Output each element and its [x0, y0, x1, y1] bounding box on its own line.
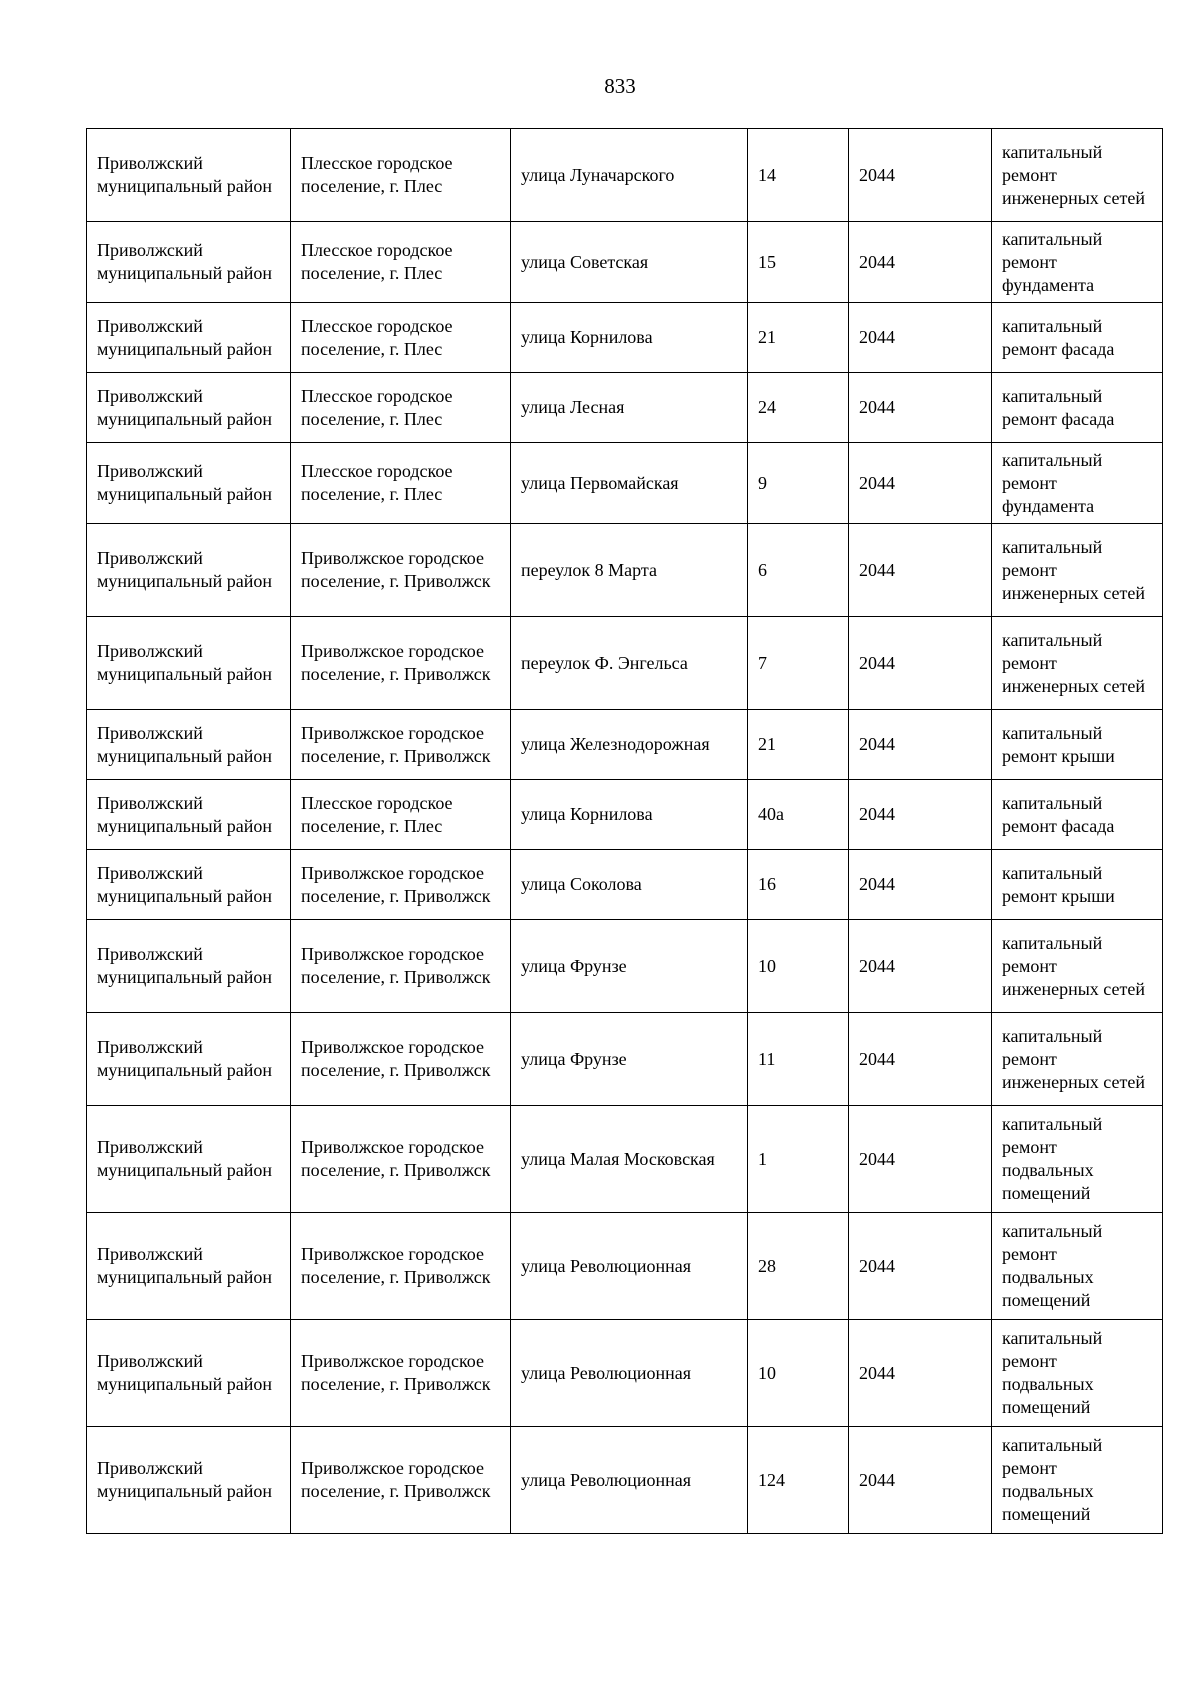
work-type-cell: капитальный ремонт инженерных сетей	[992, 129, 1163, 222]
year-cell: 2044	[849, 780, 992, 850]
table-row	[87, 524, 1163, 617]
settlement-cell: Приволжское городское поселение, г. Приволжск	[291, 617, 511, 710]
house-number-cell: 7	[748, 617, 849, 710]
district-cell: Приволжский муниципальный район	[87, 524, 291, 617]
work-type-cell: капитальный ремонт инженерных сетей	[992, 1013, 1163, 1106]
street-cell: улица Малая Московская	[511, 1106, 748, 1213]
table-row	[87, 920, 1163, 1013]
table-body	[87, 129, 1163, 1534]
district-cell: Приволжский муниципальный район	[87, 129, 291, 222]
street-cell: улица Советская	[511, 222, 748, 303]
street-cell: улица Луначарского	[511, 129, 748, 222]
table-row	[87, 129, 1163, 222]
work-type-cell: капитальный ремонт фасада	[992, 303, 1163, 373]
year-cell: 2044	[849, 373, 992, 443]
house-number-cell: 6	[748, 524, 849, 617]
work-type-cell: капитальный ремонт подвальных помещений	[992, 1320, 1163, 1427]
house-number-cell: 124	[748, 1427, 849, 1534]
street-cell: улица Фрунзе	[511, 1013, 748, 1106]
year-cell: 2044	[849, 303, 992, 373]
year-cell: 2044	[849, 129, 992, 222]
settlement-cell: Приволжское городское поселение, г. Приволжск	[291, 1213, 511, 1320]
work-type-cell: капитальный ремонт подвальных помещений	[992, 1106, 1163, 1213]
table-row	[87, 1320, 1163, 1427]
house-number-cell: 11	[748, 1013, 849, 1106]
year-cell: 2044	[849, 222, 992, 303]
house-number-cell: 14	[748, 129, 849, 222]
settlement-cell: Приволжское городское поселение, г. Приволжск	[291, 710, 511, 780]
table-row	[87, 443, 1163, 524]
street-cell: улица Корнилова	[511, 780, 748, 850]
work-type-cell: капитальный ремонт подвальных помещений	[992, 1427, 1163, 1534]
street-cell: улица Железнодорожная	[511, 710, 748, 780]
work-type-cell: капитальный ремонт подвальных помещений	[992, 1213, 1163, 1320]
district-cell: Приволжский муниципальный район	[87, 373, 291, 443]
house-number-cell: 28	[748, 1213, 849, 1320]
settlement-cell: Приволжское городское поселение, г. Приволжск	[291, 1013, 511, 1106]
year-cell: 2044	[849, 1013, 992, 1106]
street-cell: переулок 8 Марта	[511, 524, 748, 617]
district-cell: Приволжский муниципальный район	[87, 920, 291, 1013]
work-type-cell: капитальный ремонт инженерных сетей	[992, 617, 1163, 710]
district-cell: Приволжский муниципальный район	[87, 1320, 291, 1427]
street-cell: улица Соколова	[511, 850, 748, 920]
table-row	[87, 373, 1163, 443]
year-cell: 2044	[849, 1427, 992, 1534]
district-cell: Приволжский муниципальный район	[87, 850, 291, 920]
settlement-cell: Приволжское городское поселение, г. Приволжск	[291, 524, 511, 617]
work-type-cell: капитальный ремонт инженерных сетей	[992, 524, 1163, 617]
table-row	[87, 222, 1163, 303]
table-row	[87, 780, 1163, 850]
table-row	[87, 303, 1163, 373]
year-cell: 2044	[849, 1106, 992, 1213]
house-number-cell: 40а	[748, 780, 849, 850]
table-row	[87, 710, 1163, 780]
year-cell: 2044	[849, 1320, 992, 1427]
street-cell: улица Революционная	[511, 1213, 748, 1320]
table-row	[87, 850, 1163, 920]
street-cell: улица Фрунзе	[511, 920, 748, 1013]
street-cell: улица Революционная	[511, 1320, 748, 1427]
house-number-cell: 24	[748, 373, 849, 443]
work-type-cell: капитальный ремонт фасада	[992, 780, 1163, 850]
settlement-cell: Плесское городское поселение, г. Плес	[291, 129, 511, 222]
page-number: 833	[604, 74, 636, 98]
district-cell: Приволжский муниципальный район	[87, 1427, 291, 1534]
repair-schedule-table	[86, 128, 1163, 1534]
street-cell: улица Революционная	[511, 1427, 748, 1534]
street-cell: переулок Ф. Энгельса	[511, 617, 748, 710]
settlement-cell: Плесское городское поселение, г. Плес	[291, 373, 511, 443]
work-type-cell: капитальный ремонт инженерных сетей	[992, 920, 1163, 1013]
street-cell: улица Корнилова	[511, 303, 748, 373]
year-cell: 2044	[849, 617, 992, 710]
house-number-cell: 16	[748, 850, 849, 920]
work-type-cell: капитальный ремонт крыши	[992, 850, 1163, 920]
settlement-cell: Плесское городское поселение, г. Плес	[291, 303, 511, 373]
year-cell: 2044	[849, 524, 992, 617]
settlement-cell: Плесское городское поселение, г. Плес	[291, 222, 511, 303]
year-cell: 2044	[849, 850, 992, 920]
district-cell: Приволжский муниципальный район	[87, 303, 291, 373]
table-row	[87, 1213, 1163, 1320]
settlement-cell: Приволжское городское поселение, г. Приволжск	[291, 1427, 511, 1534]
street-cell: улица Первомайская	[511, 443, 748, 524]
district-cell: Приволжский муниципальный район	[87, 1213, 291, 1320]
work-type-cell: капитальный ремонт фундамента	[992, 222, 1163, 303]
year-cell: 2044	[849, 1213, 992, 1320]
year-cell: 2044	[849, 920, 992, 1013]
district-cell: Приволжский муниципальный район	[87, 443, 291, 524]
street-cell: улица Лесная	[511, 373, 748, 443]
settlement-cell: Приволжское городское поселение, г. Приволжск	[291, 1320, 511, 1427]
house-number-cell: 21	[748, 303, 849, 373]
house-number-cell: 10	[748, 920, 849, 1013]
table-row	[87, 1106, 1163, 1213]
settlement-cell: Плесское городское поселение, г. Плес	[291, 780, 511, 850]
district-cell: Приволжский муниципальный район	[87, 780, 291, 850]
house-number-cell: 9	[748, 443, 849, 524]
table-row	[87, 617, 1163, 710]
district-cell: Приволжский муниципальный район	[87, 710, 291, 780]
table-row	[87, 1013, 1163, 1106]
work-type-cell: капитальный ремонт фасада	[992, 373, 1163, 443]
settlement-cell: Приволжское городское поселение, г. Приволжск	[291, 1106, 511, 1213]
district-cell: Приволжский муниципальный район	[87, 1013, 291, 1106]
house-number-cell: 10	[748, 1320, 849, 1427]
district-cell: Приволжский муниципальный район	[87, 222, 291, 303]
work-type-cell: капитальный ремонт крыши	[992, 710, 1163, 780]
district-cell: Приволжский муниципальный район	[87, 1106, 291, 1213]
house-number-cell: 21	[748, 710, 849, 780]
settlement-cell: Приволжское городское поселение, г. Приволжск	[291, 850, 511, 920]
work-type-cell: капитальный ремонт фундамента	[992, 443, 1163, 524]
year-cell: 2044	[849, 710, 992, 780]
year-cell: 2044	[849, 443, 992, 524]
house-number-cell: 1	[748, 1106, 849, 1213]
district-cell: Приволжский муниципальный район	[87, 617, 291, 710]
settlement-cell: Приволжское городское поселение, г. Приволжск	[291, 920, 511, 1013]
settlement-cell: Плесское городское поселение, г. Плес	[291, 443, 511, 524]
house-number-cell: 15	[748, 222, 849, 303]
table-row	[87, 1427, 1163, 1534]
